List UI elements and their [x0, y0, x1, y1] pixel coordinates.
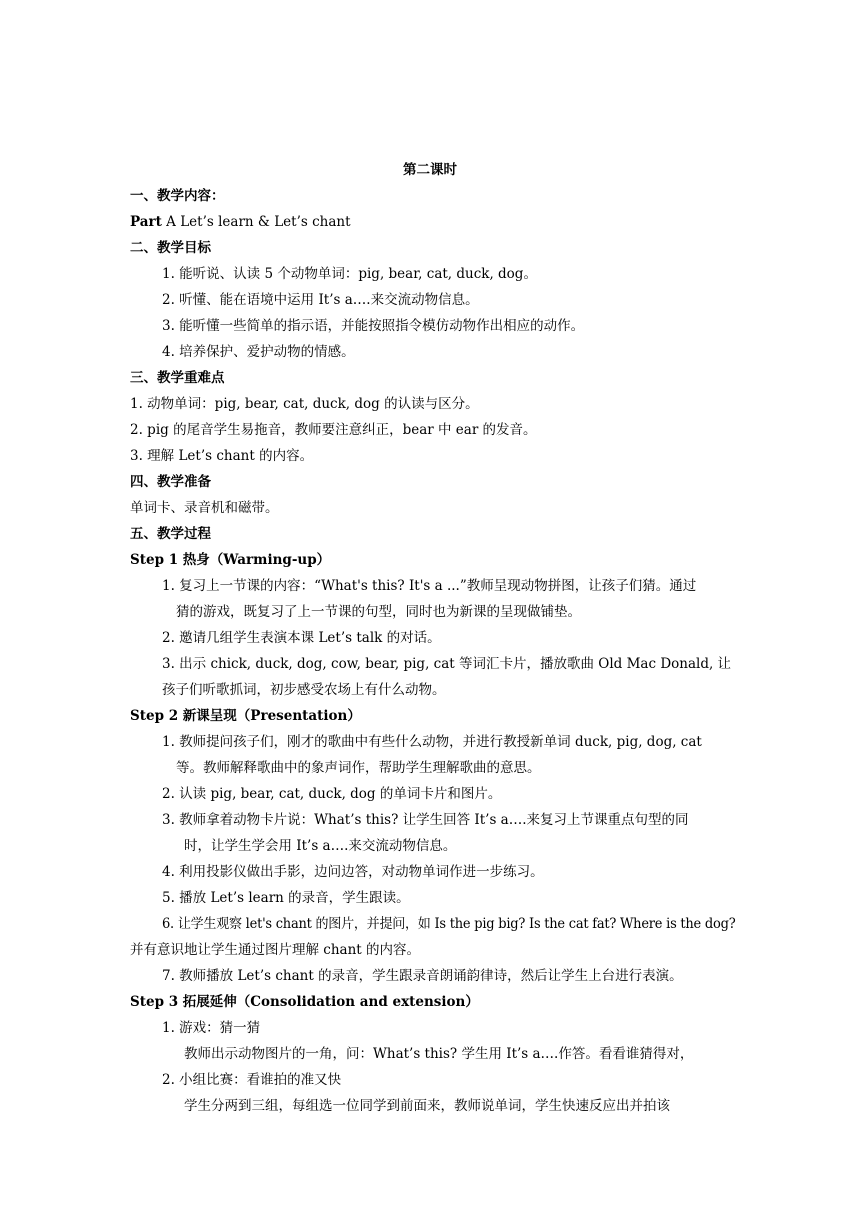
step2-line: 等。教师解释歌曲中的象声词作，帮助学生理解歌曲的意思。	[176, 760, 541, 776]
step2-line: 5. 播放 Let’s learn 的录音，学生跟读。	[162, 890, 410, 906]
part-text: A Let’s learn & Let’s chant	[161, 214, 351, 230]
step1-line: 3. 出示 chick, duck, dog, cow, bear, pig, cat 等词汇卡片，播放歌曲 Old Mac Donald, 让	[162, 656, 732, 672]
step2-line: 3. 教师拿着动物卡片说：What’s this? 让学生回答 It’s a….来复习上节课重点句型的同	[162, 812, 689, 828]
step3-line: 教师出示动物图片的一角，问：What’s this? 学生用 It’s a….作答。看看谁猜得对，	[184, 1046, 694, 1062]
key-point-item: 1. 动物单词：pig, bear, cat, duck, dog 的认读与区分。	[130, 396, 479, 412]
step3-line: 1. 游戏：猜一猜	[162, 1020, 261, 1036]
objective-item: 4. 培养保护、爱护动物的情感。	[162, 344, 355, 360]
section-heading-objectives: 二、教学目标	[130, 240, 211, 256]
objective-item: 3. 能听懂一些简单的指示语，并能按照指令模仿动物作出相应的动作。	[162, 318, 585, 334]
section-heading-content: 一、教学内容：	[130, 188, 225, 204]
objective-item: 2. 听懂、能在语境中运用 It’s a….来交流动物信息。	[162, 292, 479, 308]
section-heading-preparation: 四、教学准备	[130, 474, 211, 490]
step1-line: 孩子们听歌抓词，初步感受农场上有什么动物。	[162, 682, 446, 698]
step3-heading: Step 3 拓展延伸（Consolidation and extension）	[130, 994, 479, 1010]
step2-line: 时，让学生学会用 It’s a….来交流动物信息。	[184, 838, 457, 854]
part-label: Part	[130, 214, 162, 230]
step2-line: 7. 教师播放 Let’s chant 的录音，学生跟录音朗诵韵律诗，然后让学生上台进行表演。	[162, 968, 683, 984]
step3-line: 学生分两到三组，每组选一位同学到前面来，教师说单词，学生快速反应出并拍该	[184, 1098, 670, 1114]
page-title: 第二课时	[403, 162, 457, 178]
objective-item: 1. 能听说、认读 5 个动物单词：pig, bear, cat, duck, dog。	[162, 266, 537, 282]
step2-line: 2. 认读 pig, bear, cat, duck, dog 的单词卡片和图片。	[162, 786, 502, 802]
step2-line: 4. 利用投影仪做出手影，边问边答，对动物单词作进一步练习。	[162, 864, 544, 880]
step2-line: 并有意识地让学生通过图片理解 chant 的内容。	[130, 942, 421, 958]
key-point-item: 3. 理解 Let’s chant 的内容。	[130, 448, 314, 464]
step1-heading: Step 1 热身（Warming-up）	[130, 552, 331, 568]
step1-line: 猜的游戏，既复习了上一节课的句型，同时也为新课的呈现做铺垫。	[176, 604, 581, 620]
part-line	[130, 213, 351, 231]
step1-line: 2. 邀请几组学生表演本课 Let’s talk 的对话。	[162, 630, 441, 646]
step1-line: 1. 复习上一节课的内容：“What's this? It's a ...”教师呈现动物拼图，让孩子们猜。通过	[162, 578, 697, 594]
step2-line: 6. 让学生观察 let's chant 的图片，并提问，如 Is the pig big? Is the cat fat? Where is the dog?	[162, 916, 736, 932]
step3-line: 2. 小组比赛：看谁拍的准又快	[162, 1072, 342, 1088]
section-heading-key-points: 三、教学重难点	[130, 370, 225, 386]
step2-heading: Step 2 新课呈现（Presentation）	[130, 708, 361, 724]
section-heading-procedure: 五、教学过程	[130, 526, 211, 542]
step2-line: 1. 教师提问孩子们，刚才的歌曲中有些什么动物，并进行教授新单词 duck, pig, dog, cat	[162, 734, 702, 750]
key-point-item: 2. pig 的尾音学生易拖音，教师要注意纠正，bear 中 ear 的发音。	[130, 422, 537, 438]
preparation-text: 单词卡、录音机和磁带。	[130, 500, 279, 516]
